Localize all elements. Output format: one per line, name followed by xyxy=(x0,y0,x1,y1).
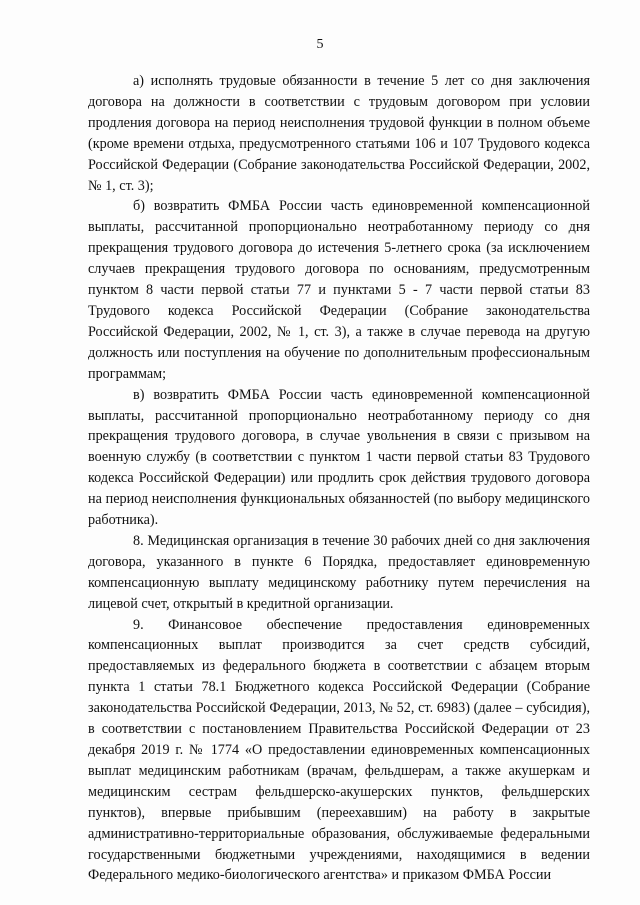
paragraph-v: в) возвратить ФМБА России часть единовременной компенсационной выплаты, рассчитанной пропорционально неотработанному периоду со дня прекращения трудового договора, в случае увольнения в связи с призывом на военную службу (в соответствии с пунктом 1 части первой статьи 83 Трудового кодекса Российской Федерации) или продлить срок действия трудового договора на период неисполнения функциональных обязанностей (по выбору медицинского работника). xyxy=(88,386,590,529)
paragraph-8: 8. Медицинская организация в течение 30 рабочих дней со дня заключения договора, указанного в пункте 6 Порядка, предоставляет единовременную компенсационную выплату медицинскому работнику путем перечисления на лицевой счет, открытый в кредитной организации. xyxy=(88,532,590,612)
paragraph-9: 9. Финансовое обеспечение предоставления единовременных компенсационных выплат производится за счет средств субсидий, предоставляемых из федерального бюджета в соответствии с абзацем вторым пункта 1 статьи 78.1 Бюджетного кодекса Российской Федерации (Собрание законодательства Российской Федерации, 2013, № 52, ст. 6983) (далее – субсидия), в соответствии с постановлением Правительства Российской Федерации от 23 декабря 2019 г. № 1774 «О предоставлении единовременных компенсационных выплат медицинским работникам (врачам, фельдшерам, а также акушеркам и медицинским сестрам фельдшерско-акушерских пунктов, фельдшерских пунктов), впервые прибывшим (переехавшим) на работу в закрытые административно-территориальные образования, обслуживаемые федеральными государственными бюджетными учреждениями, находящимися в ведении Федерального медико-биологического агентства» и приказом ФМБА России xyxy=(88,616,590,884)
paragraph-b: б) возвратить ФМБА России часть единовременной компенсационной выплаты, рассчитанной пропорционально неотработанному периоду со дня прекращения трудового договора до истечения 5-летнего срока (за исключением случаев прекращения трудового договора по основаниям, предусмотренным пунктом 8 части первой статьи 77 и пунктами 5 - 7 части первой статьи 83 Трудового кодекса Российской Федерации (Собрание законодательства Российской Федерации, 2002, № 1, ст. 3), а также в случае перевода на другую должность или поступления на обучение по дополнительным профессиональным программам; xyxy=(88,198,590,382)
document-body xyxy=(88,71,590,886)
page-number: 5 xyxy=(316,37,324,52)
paragraph-a: а) исполнять трудовые обязанности в течение 5 лет со дня заключения договора на должности в соответствии с трудовым договором при условии продления договора на период неисполнения трудовой функции в полном объеме (кроме времени отдыха, предусмотренного статьями 106 и 107 Трудового кодекса Российской Федерации (Собрание законодательства Российской Федерации, 2002, № 1, ст. 3); xyxy=(88,73,590,194)
